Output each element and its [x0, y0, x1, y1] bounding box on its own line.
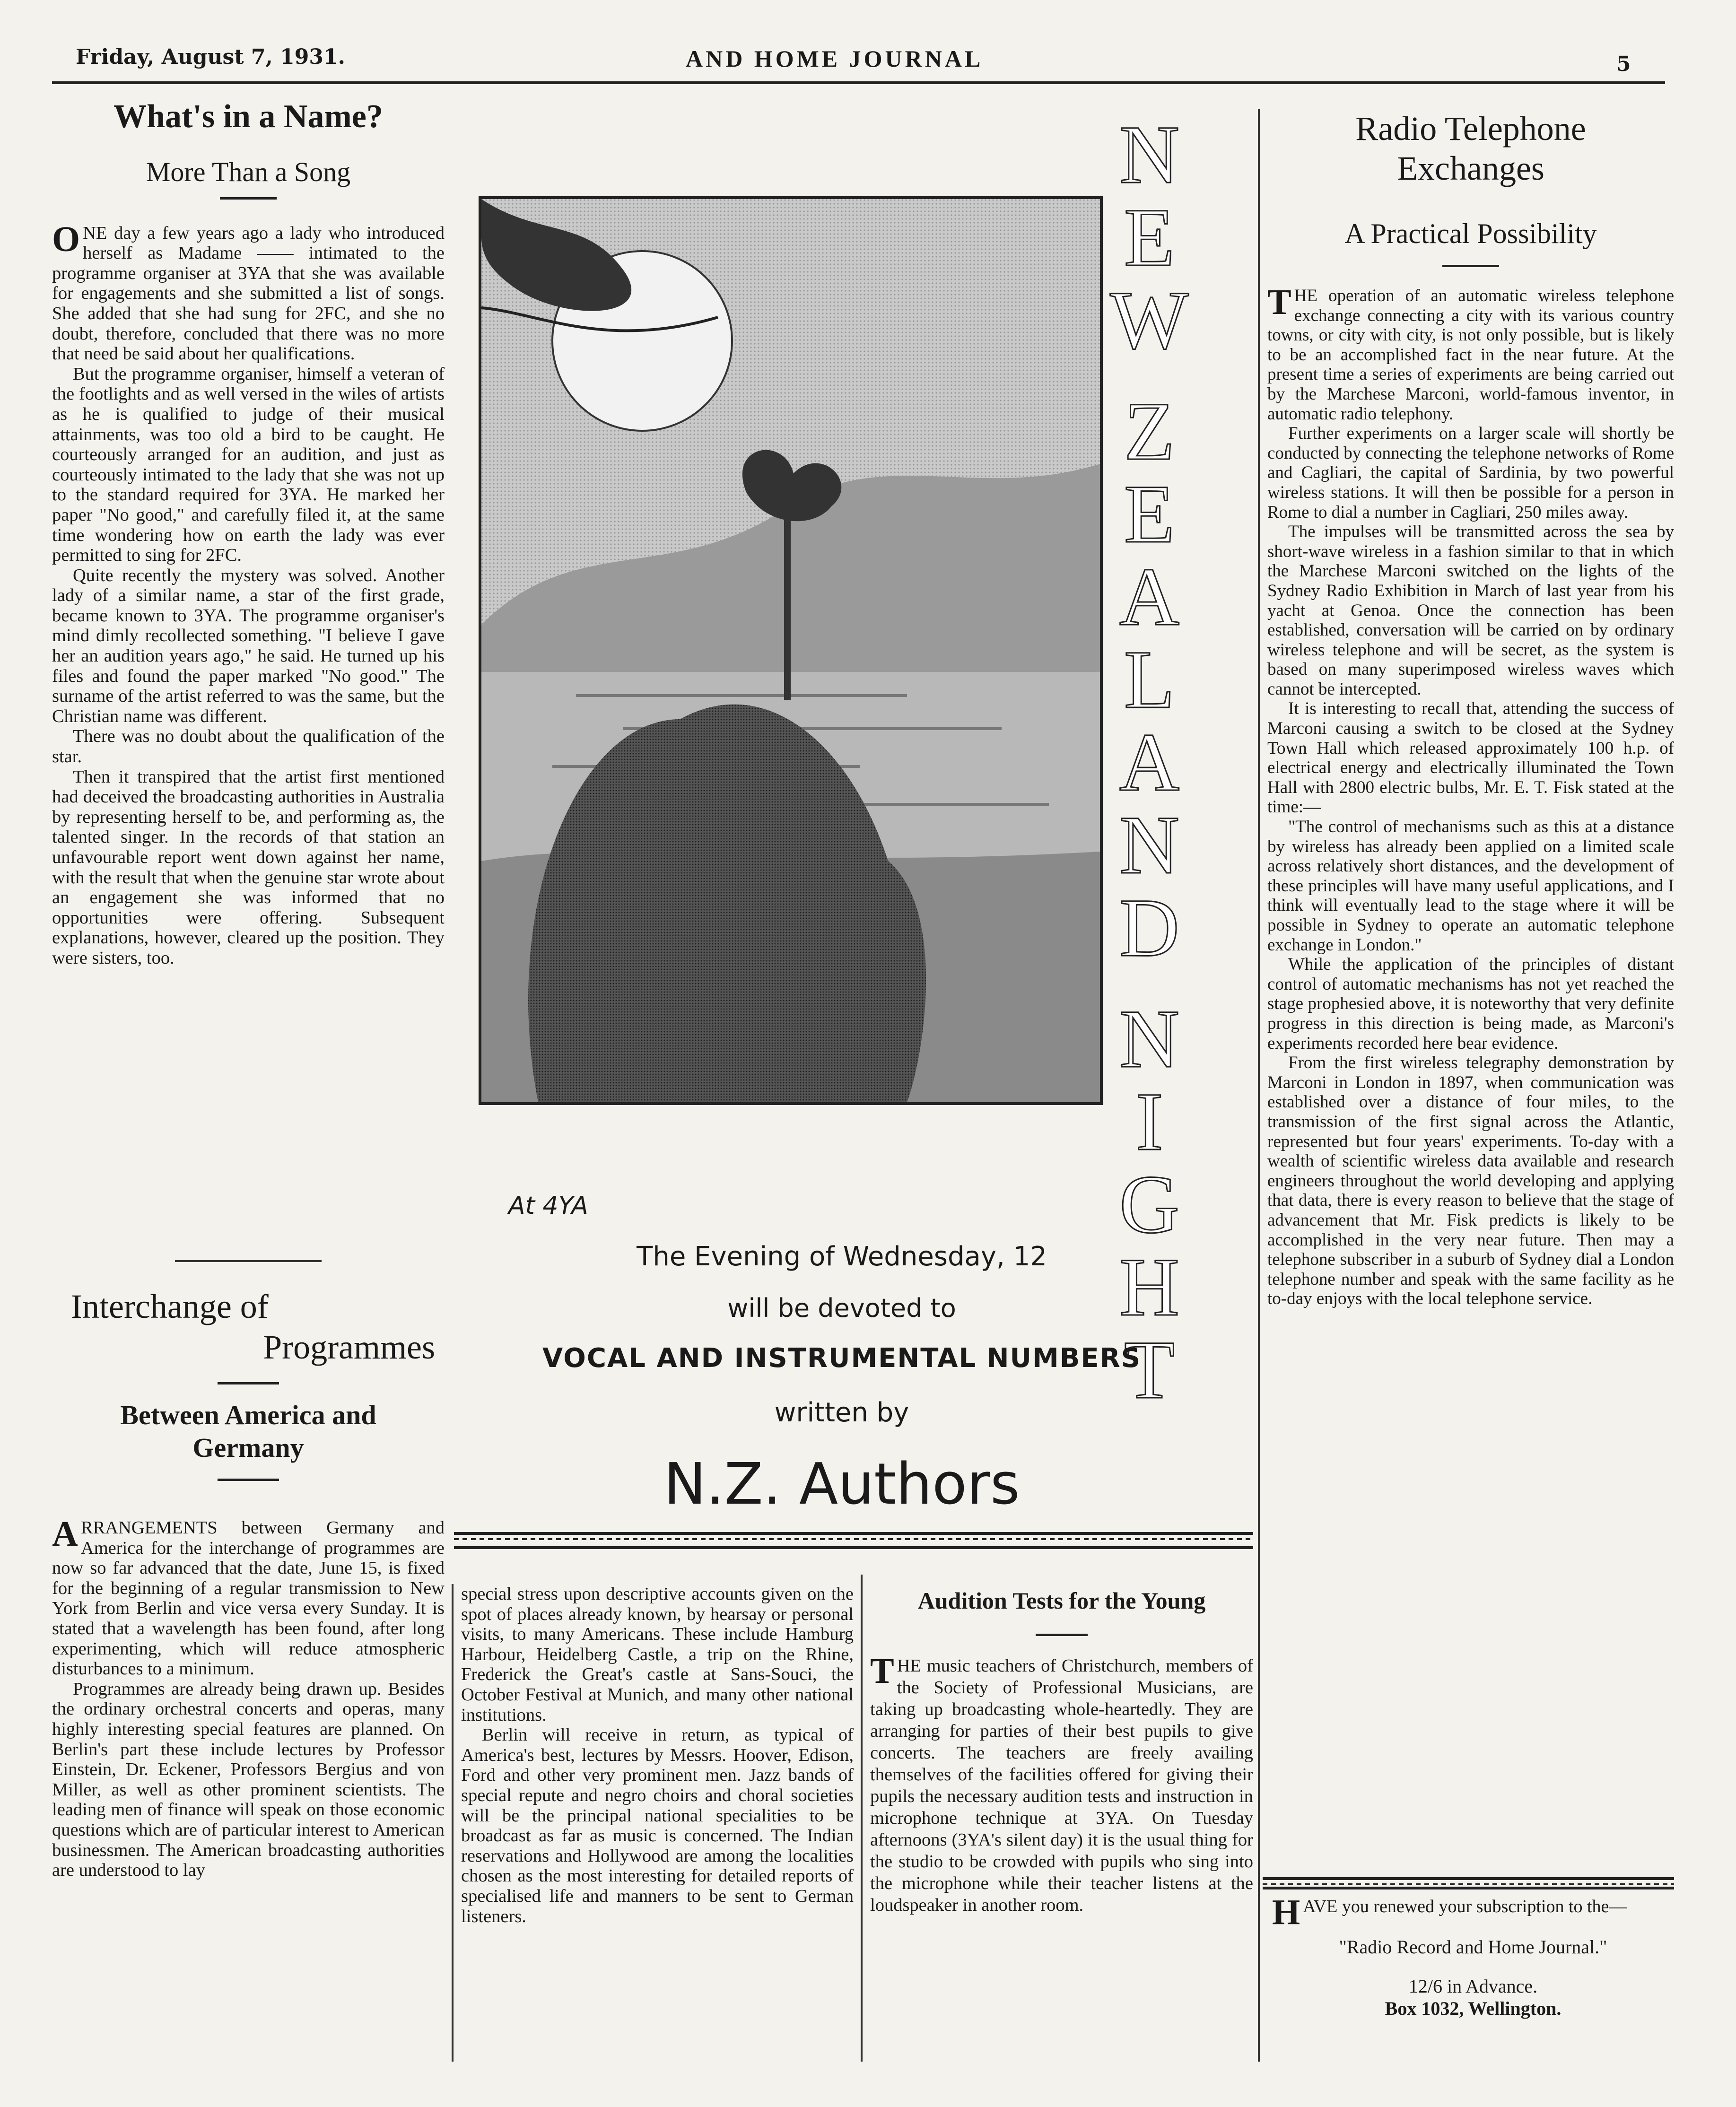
- article-whats-in-a-name: [52, 97, 445, 968]
- article-body: [1267, 282, 1674, 1309]
- divider: [1442, 265, 1499, 267]
- paragraph: The impulses will be transmitted across the sea by short-wave wireless in a fashion similar to that in which the Marchese Marconi switched on the lights of the Sydney Radio Exhibition in March of last year from his yacht at Genoa. Once the connection has been established, conversation will be carried on by ordinary wireless telephone and will be secret, as the system is based on many superimposed wireless waves which cannot be intercepted.: [1267, 522, 1674, 699]
- article-body: [870, 1651, 1253, 1916]
- subscription-address: Box 1032, Wellington.: [1385, 1998, 1562, 2019]
- vertical-title-word: ZEALAND: [1103, 385, 1195, 965]
- ad-line: written by: [774, 1397, 909, 1428]
- article-body-col2: [461, 1584, 854, 1926]
- paragraph: special stress upon descriptive accounts given on the spot of places already known, by hearsay or personal visits, to many Americans. These include Hamburg Harbour, Heidelberg Castle, a trip on the Rhine, Frederick the Great's castle at Sans-Souci, the October Festival at Munich, and many other national institutions.: [461, 1584, 854, 1725]
- ad-headline: N.Z. Authors: [663, 1452, 1020, 1517]
- ad-line: VOCAL AND INSTRUMENTAL NUMBERS: [542, 1343, 1142, 1374]
- drop-cap: O: [52, 219, 80, 259]
- subscription-notice: [1272, 1892, 1674, 2020]
- paragraph: But the programme organiser, himself a veteran of the footlights and as well versed in the wiles of artists as he is qualified to judge of their musical attainments, was too old a bird to be caught. He courteously arranged for an audition, and just as courteously intimated to the lady that she was not up to the standard required for 3YA. He marked her paper "No good," and carefully filed it, at the same time wondering how on earth the lady was ever permitted to sing for 2FC.: [52, 364, 445, 566]
- subscription-price: 12/6 in Advance.: [1408, 1976, 1538, 1997]
- paragraph: Quite recently the mystery was solved. Another lady of a similar name, a star of the first grade, became known to 3YA. The programme organiser's mind dimly recollected something. "I believe I gave her an audition years ago," he said. He turned up his files and found the paper marked "No good." The surname of the artist referred to was the same, but the Christian name was different.: [52, 565, 445, 726]
- ad-line: will be devoted to: [727, 1293, 956, 1323]
- article-title-line: Programmes: [263, 1328, 435, 1367]
- paragraph: While the application of the principles of distant control of automatic mechanisms has not yet reached the stage prophesied above, it is noteworthy that very definite progress in this direction is being made, as Marconi's experiments recorded here bear evidence.: [1267, 955, 1674, 1053]
- article-radio-telephone: [1267, 109, 1674, 1309]
- ad-station: At 4YA: [508, 1192, 588, 1220]
- article-title-line: Radio Telephone: [1355, 110, 1586, 148]
- column-rule: [1258, 109, 1260, 2062]
- section-double-rule: [1263, 1877, 1674, 1889]
- article-title: Audition Tests for the Young: [917, 1587, 1206, 1614]
- divider: [218, 1382, 279, 1384]
- vertical-title-word: NEW: [1103, 109, 1195, 357]
- divider: [220, 197, 277, 200]
- issue-date: Friday, August 7, 1931.: [76, 45, 345, 69]
- subscription-line: AVE you renewed your subscription to the—: [1303, 1897, 1627, 1916]
- landscape-illustration: [479, 196, 1103, 1105]
- landscape-illustration-svg: [481, 199, 1100, 1102]
- article-subtitle: More Than a Song: [146, 157, 351, 187]
- paragraph: It is interesting to recall that, attending the success of Marconi causing a switch to be closed at the Sydney Town Hall which released approximately 100 h.p. of electrical energy and electrically illuminated the Town Hall with 2800 electric bulbs, Mr. E. T. Fisk stated at the time:—: [1267, 699, 1674, 817]
- article-body-col1: [52, 1514, 445, 1881]
- article-subtitle: Between America and: [120, 1399, 376, 1430]
- masthead: AND HOME JOURNAL: [686, 45, 984, 72]
- header-rule: [52, 81, 1665, 84]
- subscription-body: [1272, 1892, 1674, 1932]
- paragraph: Further experiments on a larger scale will shortly be conducted by connecting the telephone networks of Rome and Cagliari, the capital of Sardinia, by two powerful wireless stations. It will then be possible for a person in Rome to dial a number in Cagliari, 250 miles away.: [1267, 424, 1674, 522]
- article-title-line: Interchange of: [71, 1288, 269, 1325]
- drop-cap: H: [1272, 1892, 1300, 1932]
- paragraph: RRANGEMENTS between Germany and America for the interchange of programmes are now so far advanced that the date, June 15, is fixed for the beginning of a regular transmission to New York from Berlin and vice versa every Sunday. It is stated that a wavelength has been found, after long experimenting, which will reduce atmospheric disturbances to a minimum.: [52, 1518, 445, 1679]
- paragraph: "The control of mechanisms such as this at a distance by wireless has already been applied on a limited scale across relatively short distances, and the development of these principles will have many useful applications, and I think will eventually lead to the stage where it will be possible in Sydney to operate an automatic telephone exchange in London.": [1267, 817, 1674, 955]
- article-subtitle: A Practical Possibility: [1344, 218, 1597, 249]
- divider: [218, 1479, 279, 1481]
- vertical-title-word: NIGHT: [1103, 993, 1195, 1407]
- paragraph: Then it transpired that the artist first mentioned had deceived the broadcasting authorities in Australia by representing herself to be, and performing as, the talented singer. In the records of that station an unfavourable report went down against her name, with the result that when the genuine star wrote about an engagement she was informed that no opportunities were offering. Subsequent explanations, however, cleared up the position. They were sisters, too.: [52, 766, 445, 968]
- article-body: [52, 219, 445, 968]
- section-double-rule: [454, 1532, 1253, 1549]
- column-rule: [452, 1584, 454, 2062]
- paragraph: Programmes are already being drawn up. Besides the ordinary orchestral concerts and operas, many highly interesting special features are planned. On Berlin's part these include lectures by Professor Einstein, Dr. Eckener, Professors Bergius and von Miller, as well as other prominent scientists. The leading men of finance will speak on those economic questions which are of particular interest to American businessmen. The American broadcasting authorities are understood to lay: [52, 1679, 445, 1881]
- article-subtitle: Germany: [192, 1432, 304, 1463]
- vertical-title: [1102, 109, 1195, 1407]
- drop-cap: A: [52, 1514, 78, 1554]
- article-audition: [870, 1586, 1253, 1916]
- ad-line: The Evening of Wednesday, 12: [637, 1241, 1047, 1272]
- paragraph: NE day a few years ago a lady who introduced herself as Madame —— intimated to the programme organiser at 3YA that she was available for engagements and she submitted a list of songs. She added that she had sung for 2FC, and she no doubt, therefore, concluded that there was no more that need be said about her qualifications.: [52, 223, 445, 364]
- paragraph: HE music teachers of Christchurch, members of the Society of Professional Musicians, are taking up broadcasting whole-heartedly. They are arranging for parties of their best pupils to give concerts. The teachers are freely availing themselves of the facilities offered for giving their pupils the necessary audition tests and instruction in microphone technique at 3YA. On Tuesday afternoons (3YA's silent day) it is the usual thing for the studio to be crowded with pupils who sing into the microphone while their teacher listens at the loudspeaker in another room.: [870, 1656, 1253, 1915]
- divider: [1036, 1634, 1088, 1636]
- column-rule: [861, 1575, 863, 2062]
- paragraph: From the first wireless telegraphy demonstration by Marconi in London in 1897, when communication was established over a distance of four miles, to the transmission of the first signal across the Atlantic, represented but four years' experiments. To-day with a wealth of scientific wireless data available and research engineers throughout the world developing and applying that data, there is every reason to believe that the stage of advancement that Mr. Fisk predicts is likely to be accomplished in the very near future. Then may a telephone subscriber in a suburb of Sydney dial a London telephone number and speak with the same facility as he to-day enjoys with the local telephone service.: [1267, 1053, 1674, 1309]
- subscription-publication: "Radio Record and Home Journal.": [1339, 1936, 1607, 1958]
- drop-cap: T: [1267, 282, 1291, 322]
- paragraph: Berlin will receive in return, as typical of America's best, lectures by Messrs. Hoover, Edison, Ford and other very prominent men. Jazz bands of special repute and negro choirs and choral societies will be the principal national specialities to be broadcast as far as music is concerned. The Indian reservations and Hollywood are among the localities chosen as the most interesting for detailed reports of specialised life and manners to be sent to German listeners.: [461, 1725, 854, 1926]
- paragraph: HE operation of an automatic wireless telephone exchange connecting a city with its various country towns, or city with city, is not only possible, but is likely to be an accomplished fact in the near future. At the present time a series of experiments are being carried out by the Marchese Marconi, world-famous inventor, in automatic radio telephony.: [1267, 286, 1674, 424]
- article-title: What's in a Name?: [113, 98, 383, 135]
- article-interchange-heading: [52, 1286, 445, 1489]
- article-title-line: Exchanges: [1397, 149, 1544, 187]
- page-number: 5: [1616, 52, 1631, 76]
- divider: [175, 1260, 322, 1262]
- drop-cap: T: [870, 1651, 894, 1691]
- paragraph: There was no doubt about the qualification of the star.: [52, 726, 445, 767]
